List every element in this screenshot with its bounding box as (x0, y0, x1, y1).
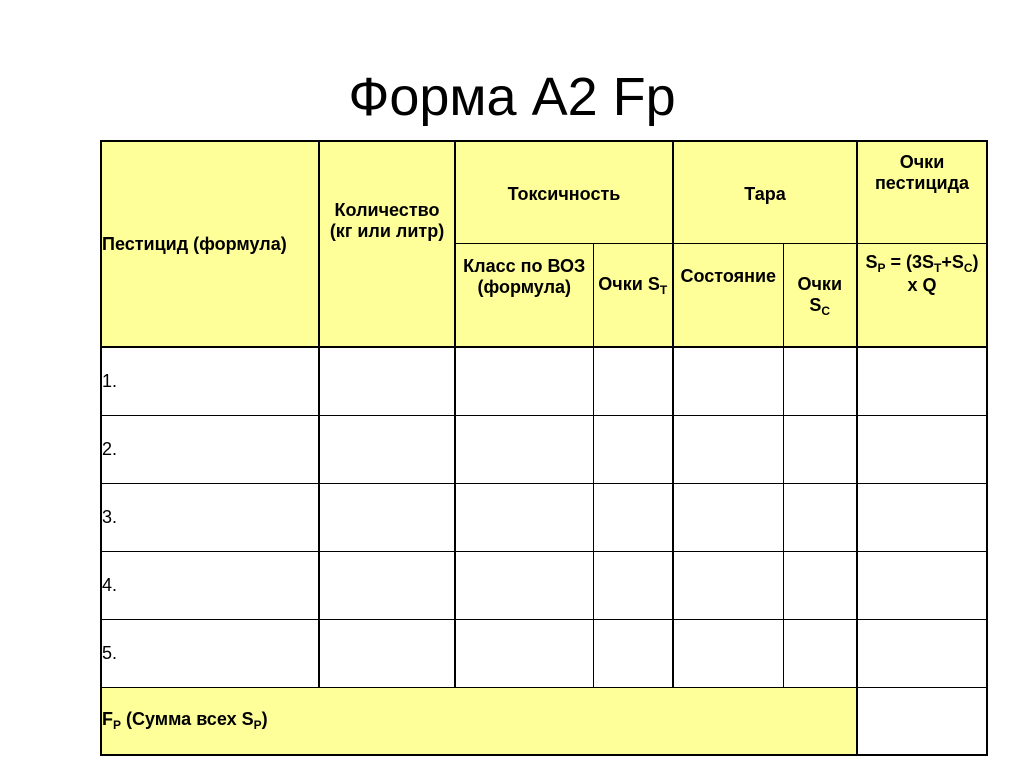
header-points-sc-label: Очки S (797, 273, 843, 315)
total-label-part: ) (261, 709, 268, 730)
table-row (101, 483, 987, 551)
header-points-st-sub: T (659, 282, 668, 297)
cell-points-st[interactable] (593, 551, 673, 619)
row-number: 5. (101, 619, 319, 687)
cell-sp[interactable] (857, 347, 987, 415)
form-table (100, 140, 988, 756)
header-toxicity-label: Токсичность (507, 184, 621, 204)
row-number: 2. (101, 415, 319, 483)
total-label (101, 687, 857, 755)
cell-sp[interactable] (857, 619, 987, 687)
row-number: 3. (101, 483, 319, 551)
cell-state[interactable] (673, 347, 783, 415)
cell-quantity[interactable] (319, 347, 455, 415)
cell-state[interactable] (673, 483, 783, 551)
sp-formula-part: = (3S (885, 251, 934, 272)
total-label-sub: P (113, 718, 122, 733)
row-number: 4. (101, 551, 319, 619)
cell-total-value[interactable] (857, 687, 987, 755)
table-row (101, 551, 987, 619)
cell-who-class[interactable] (455, 415, 593, 483)
cell-points-sc[interactable] (783, 551, 857, 619)
total-label-part: F (102, 709, 113, 730)
cell-points-sc[interactable] (783, 619, 857, 687)
header-pesticide-label: Пестицид (формула) (102, 233, 287, 254)
sp-formula-part: +S (941, 251, 964, 272)
header-tara (673, 141, 857, 243)
cell-sp[interactable] (857, 415, 987, 483)
total-row (101, 687, 987, 755)
page-title: Форма А2 Fp (348, 67, 676, 127)
header-tara-label: Тара (744, 184, 786, 204)
cell-sp[interactable] (857, 551, 987, 619)
cell-quantity[interactable] (319, 619, 455, 687)
header-points-st-label: Очки S (598, 273, 660, 294)
cell-points-st[interactable] (593, 347, 673, 415)
cell-quantity[interactable] (319, 415, 455, 483)
cell-points-st[interactable] (593, 415, 673, 483)
cell-points-st[interactable] (593, 483, 673, 551)
header-pesticide (101, 141, 319, 347)
header-who-class (455, 243, 593, 347)
sp-formula-part: ) x Q (907, 251, 979, 295)
table-row (101, 415, 987, 483)
cell-who-class[interactable] (455, 619, 593, 687)
header-quantity-label: Количество (кг или литр) (329, 200, 445, 241)
cell-who-class[interactable] (455, 551, 593, 619)
sp-formula-sub: P (877, 260, 886, 275)
table-row (101, 347, 987, 415)
sp-formula-sub: C (963, 260, 973, 275)
cell-state[interactable] (673, 551, 783, 619)
cell-state[interactable] (673, 415, 783, 483)
cell-who-class[interactable] (455, 483, 593, 551)
cell-state[interactable] (673, 619, 783, 687)
header-who-class-label: Класс по ВОЗ (формула) (463, 255, 586, 297)
cell-quantity[interactable] (319, 483, 455, 551)
header-quantity (319, 141, 455, 347)
header-points-pesticide (857, 141, 987, 243)
table-row (101, 619, 987, 687)
total-label-part: (Сумма всех S (121, 709, 254, 730)
header-points-sc (783, 243, 857, 347)
header-sp-formula (857, 243, 987, 347)
header-points-pesticide-label: Очки пестицида (874, 152, 970, 193)
cell-who-class[interactable] (455, 347, 593, 415)
total-label-sub: P (253, 718, 262, 733)
cell-points-st[interactable] (593, 619, 673, 687)
cell-points-sc[interactable] (783, 347, 857, 415)
header-state (673, 243, 783, 347)
cell-points-sc[interactable] (783, 415, 857, 483)
sp-formula-part: S (865, 251, 878, 272)
header-toxicity (455, 141, 673, 243)
header-points-sc-sub: C (821, 303, 831, 318)
row-number: 1. (101, 347, 319, 415)
sp-formula-sub: T (934, 260, 942, 275)
header-points-st (593, 243, 673, 347)
cell-points-sc[interactable] (783, 483, 857, 551)
cell-quantity[interactable] (319, 551, 455, 619)
cell-sp[interactable] (857, 483, 987, 551)
header-state-label: Состояние (680, 265, 777, 286)
